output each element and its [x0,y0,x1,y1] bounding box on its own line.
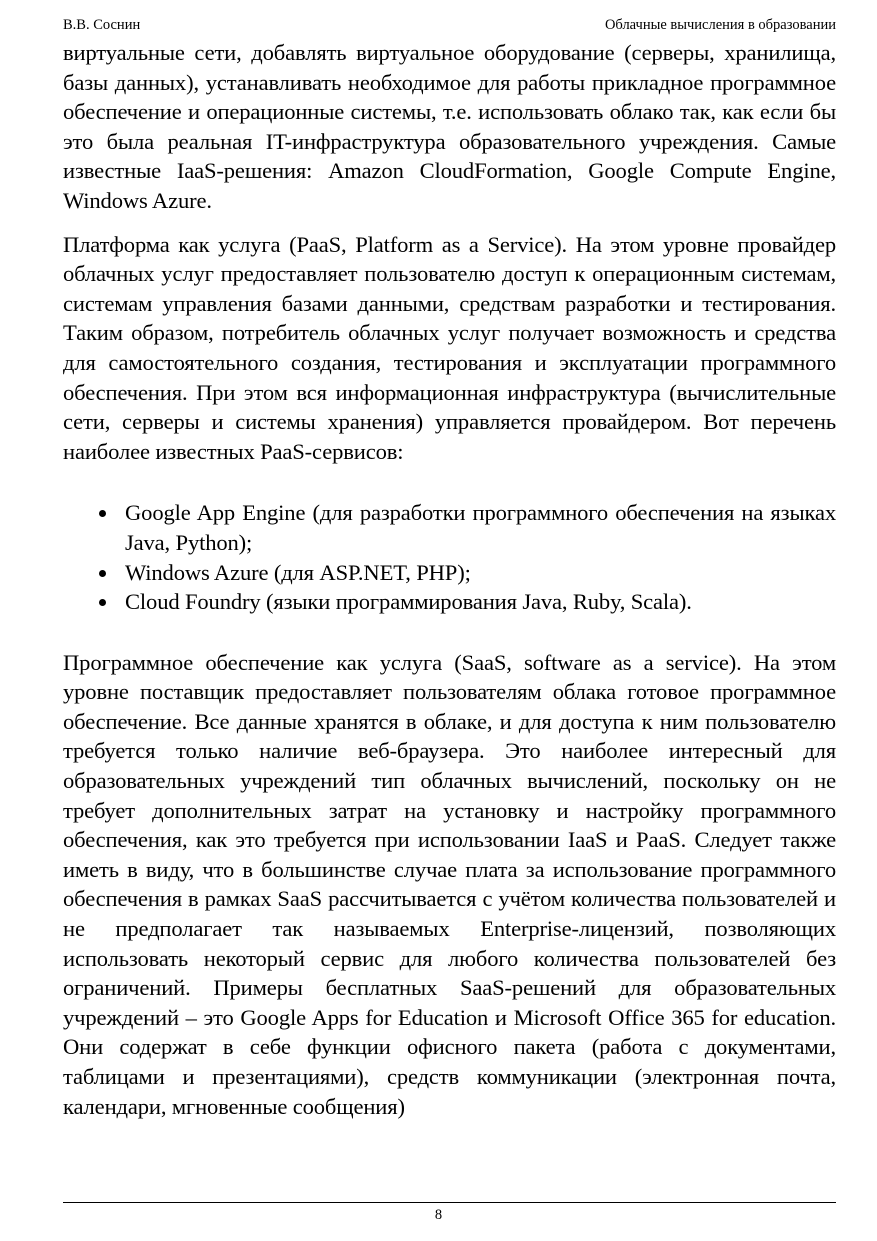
list-item [63,558,836,588]
list-item-text: Windows Azure (для ASP.NET, PHP); [125,559,471,585]
list-item-text: Cloud Foundry (языки программирования Java, Ruby, Scala). [125,589,692,615]
footer-divider [63,1202,836,1203]
page-number: 8 [434,1207,443,1223]
paas-services-list [63,498,836,616]
header-author: В.В. Соснин [63,17,141,33]
bullet-icon [99,599,106,606]
bullet-icon [99,570,106,577]
page-body [63,38,836,1121]
bullet-icon [99,510,106,517]
list-item [63,587,836,617]
paragraph-paas: Платформа как услуга (PaaS, Platform as a Service). На этом уровне провайдер облачных услуг предоставляет пользователю доступ к операционным системам, системам управления базами данными, средствам разработки и тестирования. Таким образом, потребитель облачных услуг получает возможность и средства для самостоятельного создания, тестирования и эксплуатации программного обеспечения. При этом вся информационная инфраструктура (вычислительные сети, серверы и системы хранения) управляется провайдером. Вот перечень наиболее известных PaaS-сервисов: [63,231,836,464]
paragraph-iaas-continued: виртуальные сети, добавлять виртуальное оборудование (серверы, хранилища, базы данных), устанавливать необходимое для работы прикладное программное обеспечение и операционные системы, т.е. использовать облако так, как если бы это была реальная IT-инфраструктура образовательного учреждения. Самые известные IaaS-решения: Amazon CloudFormation, Google Compute Engine, Windows Azure. [63,40,836,213]
list-item [63,498,836,557]
header-title: Облачные вычисления в образовании [604,17,836,33]
page-header [63,14,836,36]
paragraph-saas: Программное обеспечение как услуга (SaaS, software as a service). На этом уровне поставщик предоставляет пользователям облака готовое программное обеспечение. Все данные хранятся в облаке, и для доступа к ним пользователю требуется только наличие веб-браузера. Это наиболее интересный для образовательных учреждений тип облачных вычислений, поскольку он не требует дополнительных затрат на установку и настройку программного обеспечения, как это требуется при использовании IaaS и PaaS. Следует также иметь в виду, что в большинстве случае плата за использование программного обеспечения в рамках SaaS рассчитывается с учётом количества пользователей и не предполагает так называемых Enterprise-лицензий, позволяющих использовать некоторый сервис для любого количества пользователей без ограничений. Примеры бесплатных SaaS-решений для образовательных учреждений – это Google Apps for Education и Microsoft Office 365 for education. Они содержат в себе функции офисного пакета (работа с документами, таблицами и презентациями), средств коммуникации (электронная почта, календари, мгновенные сообщения) [63,649,836,1119]
list-item-text: Google App Engine (для разработки программного обеспечения на языках Java, Python); [125,500,836,555]
